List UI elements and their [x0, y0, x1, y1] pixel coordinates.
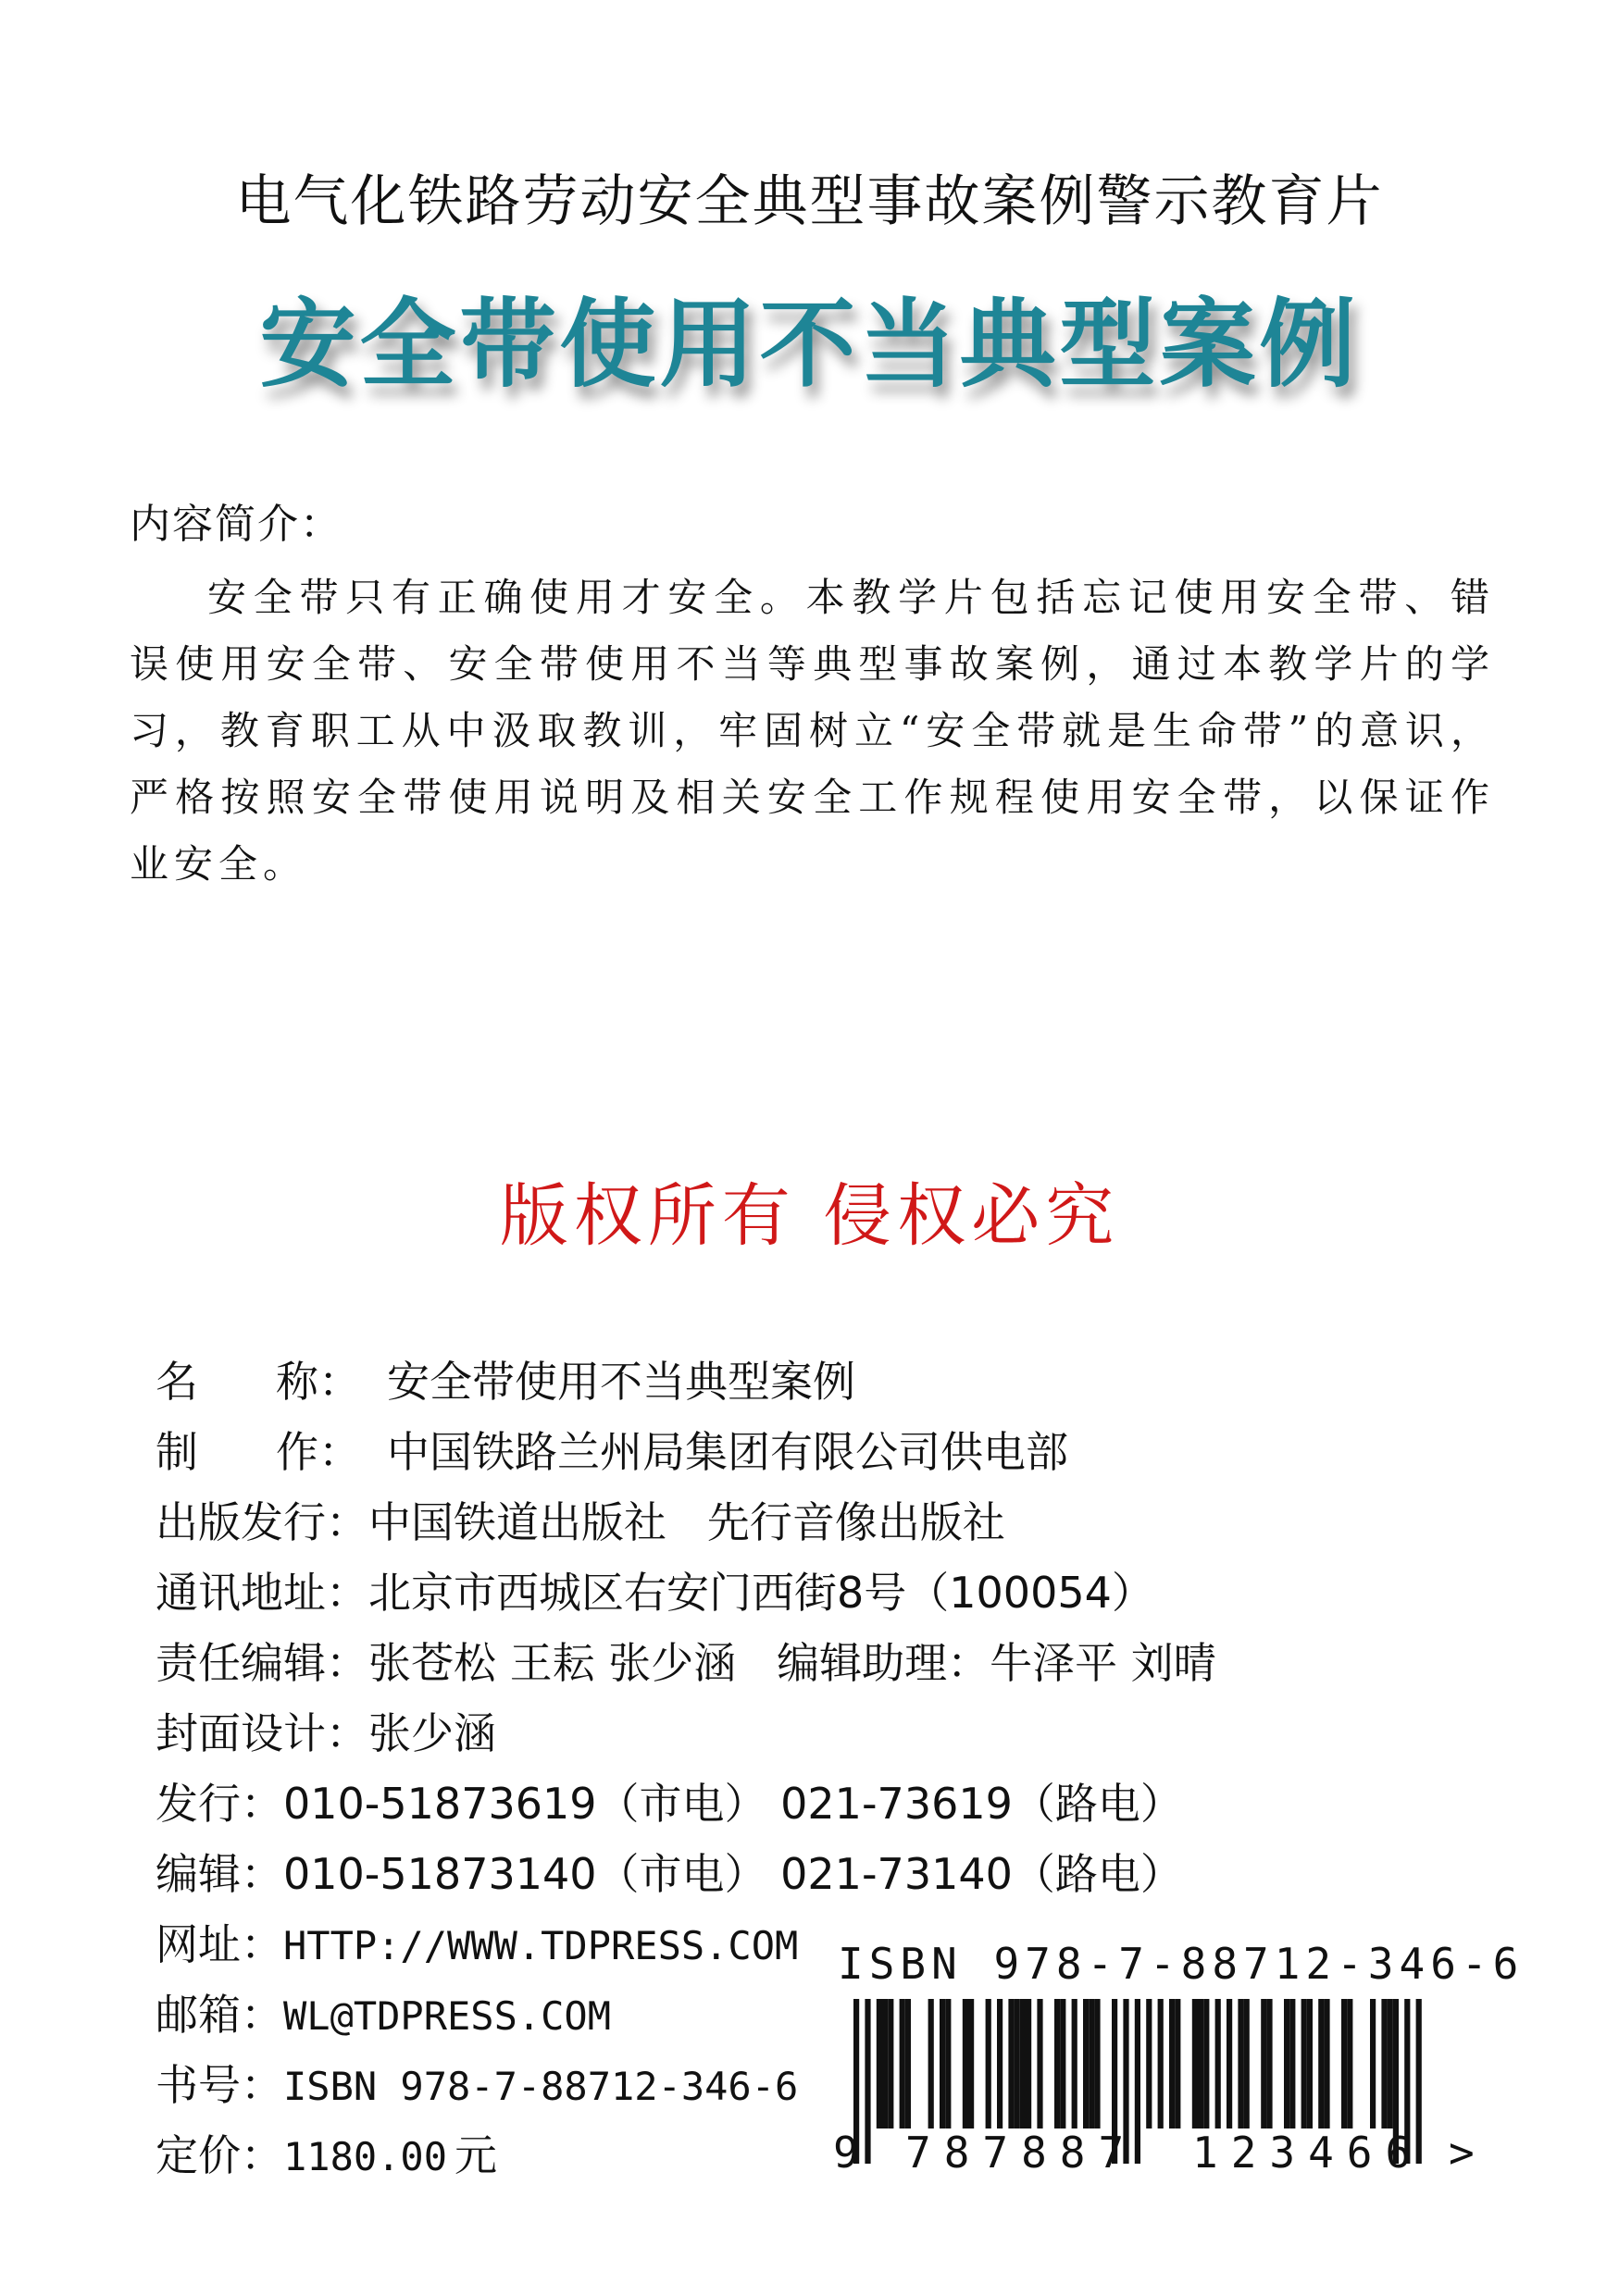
info-row-sales	[156, 1769, 1183, 1839]
barcode-bar	[1192, 1999, 1198, 2128]
barcode-bar	[1146, 1999, 1152, 2128]
barcode-bar	[1169, 1999, 1175, 2128]
name-label-1: 名	[156, 1357, 198, 1407]
email-label: 邮箱：	[156, 1990, 283, 2040]
barcode-bar	[877, 1999, 882, 2128]
name-value: 安全带使用不当典型案例	[387, 1357, 855, 1407]
barcode-bar	[1083, 1999, 1089, 2128]
barcode-bar	[1020, 1999, 1026, 2128]
maker-label-1: 制	[156, 1427, 198, 1477]
editorial-value: 010-51873140（市电） 021-73140（路电）	[283, 1849, 1183, 1899]
info-row-editorial	[156, 1839, 1183, 1909]
copyright-notice: 版权所有 侵权必究	[499, 1176, 1120, 1256]
price-unit: 元	[455, 2130, 498, 2180]
sales-value: 010-51873619（市电） 021-73619（路电）	[283, 1779, 1183, 1829]
address-value: 北京市西城区右安门西街8号（100054）	[368, 1568, 1154, 1618]
barcode-bar	[1381, 1999, 1387, 2128]
barcode-bar	[1198, 1999, 1203, 2128]
barcode-bar	[1238, 1999, 1243, 2128]
info-row-cover	[156, 1698, 989, 1769]
barcode-bar	[1089, 1999, 1094, 2128]
barcode-bar	[940, 1999, 945, 2128]
barcode-bar	[1175, 1999, 1180, 2128]
barcode-bar	[900, 1999, 905, 2128]
barcode-bar	[1037, 1999, 1042, 2128]
web-label: 网址：	[156, 1919, 283, 1969]
barcode-bar	[1094, 1999, 1100, 2128]
info-row-editor	[156, 1628, 1216, 1698]
publisher-value: 中国铁道出版社 先行音像出版社	[368, 1497, 1005, 1547]
barcode-bar	[1318, 1999, 1324, 2128]
barcode-bar	[1289, 1999, 1295, 2128]
info-row-maker	[156, 1417, 1068, 1487]
barcode-bar	[986, 1999, 991, 2128]
barcode-bar	[1341, 1999, 1347, 2128]
book-label: 书号：	[156, 2060, 283, 2110]
price-label: 定价：	[156, 2130, 283, 2180]
barcode-bar	[1008, 1999, 1014, 2128]
barcode-bar	[905, 1999, 911, 2128]
barcode-bar	[1307, 1999, 1313, 2128]
barcode-lead-digit: 9	[833, 2128, 859, 2178]
barcode-bar	[1324, 1999, 1329, 2128]
editor-label: 责任编辑：	[156, 1638, 368, 1688]
publisher-label: 出版发行：	[156, 1497, 368, 1547]
barcode-bar	[1026, 1999, 1031, 2128]
main-title: 安全带使用不当典型案例	[259, 288, 1360, 401]
barcode-bar	[1266, 1999, 1272, 2128]
barcode-bar	[1261, 1999, 1266, 2128]
barcode-bar	[1284, 1999, 1289, 2128]
intro-body: 安全带只有正确使用才安全。本教学片包括忘记使用安全带、错误使用安全带、安全带使用不当等典型事故案例，通过本教学片的学习，教育职工从中汲取教训，牢固树立“安全带就是生命带”的意识，严格按照安全带使用说明及相关安全工作规程使用安全带，以保证作业安全。	[130, 575, 1495, 887]
barcode-bar	[1015, 1999, 1020, 2128]
isbn-barcode	[833, 1999, 1500, 2203]
info-row-address	[156, 1558, 1154, 1628]
barcode-bar	[1370, 1999, 1376, 2128]
barcode-right-digits: 123466	[1192, 2128, 1425, 2178]
cover-label: 封面设计：	[156, 1708, 368, 1758]
barcode-bar	[865, 1999, 870, 2164]
barcode-bar	[968, 1999, 974, 2128]
barcode-quiet-mark: >	[1449, 2128, 1475, 2178]
maker-label-2: 作：	[276, 1427, 361, 1477]
barcode-bar	[1347, 1999, 1352, 2128]
maker-value: 中国铁路兰州局集团有限公司供电部	[387, 1427, 1068, 1477]
barcode-bar	[1203, 1999, 1209, 2128]
barcode-bar	[945, 1999, 951, 2128]
price-value: 1180.00	[283, 2134, 448, 2179]
barcode-bar	[1060, 1999, 1065, 2128]
info-row-publisher	[156, 1487, 1005, 1558]
barcode-bar	[997, 1999, 1003, 2128]
barcode-bar	[1244, 1999, 1250, 2128]
barcode-left-digits: 787887	[905, 2128, 1138, 2178]
barcode-bar	[1227, 1999, 1232, 2128]
barcode-bar	[1054, 1999, 1060, 2128]
email-value: WL@TDPRESS.COM	[283, 1993, 612, 2039]
barcode-bar	[1388, 1999, 1393, 2128]
intro-heading: 内容简介：	[130, 501, 342, 548]
barcode-bar	[963, 1999, 968, 2128]
cover-value: 张少涵	[368, 1708, 496, 1758]
sales-label: 发行：	[156, 1779, 283, 1829]
barcode-bar	[1158, 1999, 1164, 2128]
barcode-bar	[888, 1999, 893, 2128]
barcode-bar	[882, 1999, 888, 2128]
barcode-bar	[1301, 1999, 1307, 2128]
editor-value: 张苍松 王耘 张少涵 编辑助理：牛泽平 刘晴	[368, 1638, 1216, 1688]
barcode-bar	[1072, 1999, 1077, 2128]
book-value: ISBN 978-7-88712-346-6	[283, 2064, 799, 2109]
barcode-bar	[928, 1999, 934, 2128]
barcode-bar	[1215, 1999, 1221, 2128]
info-row-name	[156, 1347, 989, 1417]
barcode-isbn-text: ISBN 978-7-88712-346-6	[838, 1939, 1525, 1989]
web-value: HTTP://WWW.TDPRESS.COM	[283, 1923, 799, 1968]
editorial-label: 编辑：	[156, 1849, 283, 1899]
series-title: 电气化铁路劳动安全典型事故案例警示教育片	[235, 169, 1384, 234]
name-label-2: 称：	[276, 1357, 361, 1407]
address-label: 通讯地址：	[156, 1568, 368, 1618]
